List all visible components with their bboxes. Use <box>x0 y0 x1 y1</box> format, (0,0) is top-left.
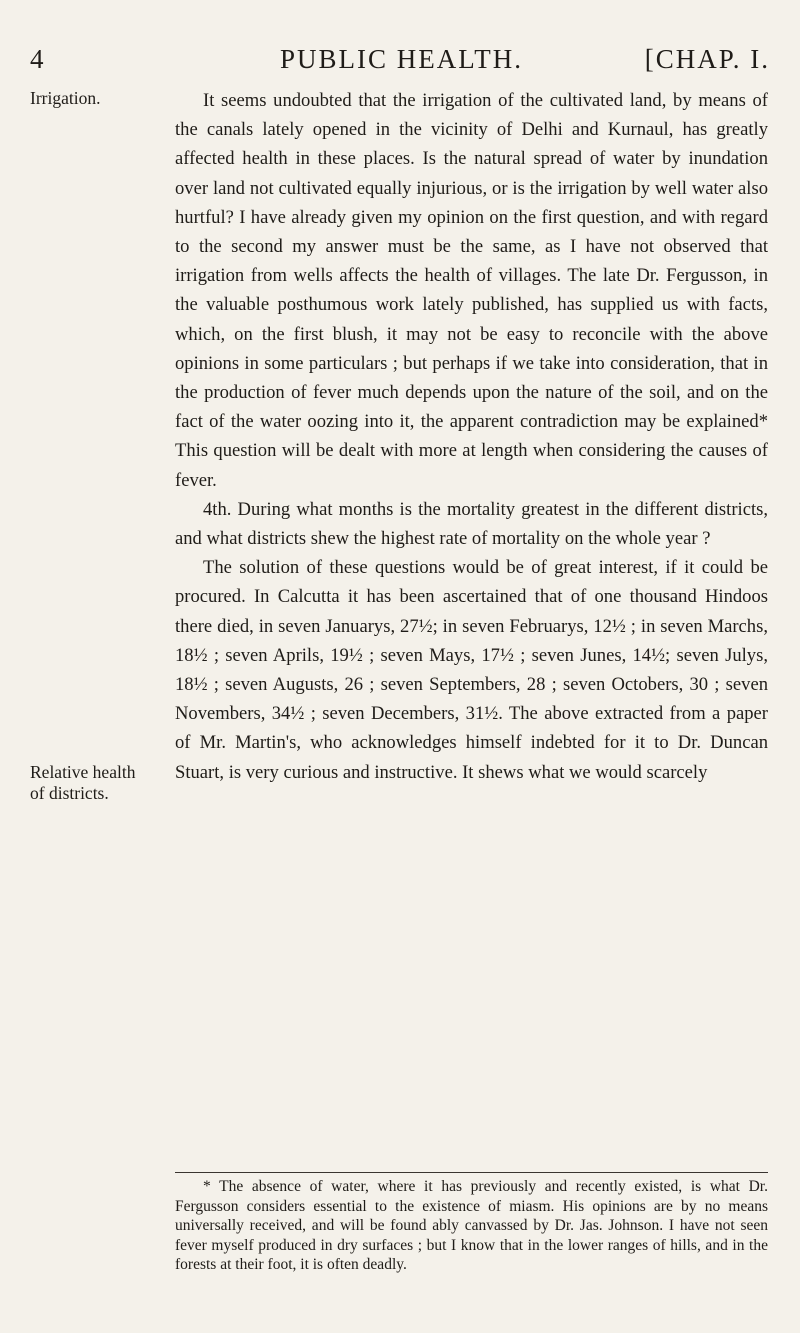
running-header <box>30 44 770 84</box>
footnote-rule <box>175 1172 768 1173</box>
margin-note-line: of districts. <box>30 783 109 803</box>
body-text <box>175 86 768 787</box>
footnote <box>175 1177 768 1275</box>
running-title: PUBLIC HEALTH. <box>280 44 524 74</box>
margin-note-line: Relative health <box>30 762 136 782</box>
chapter-marker: [CHAP. I. <box>644 44 770 74</box>
margin-note-irrigation: Irrigation. <box>30 88 101 108</box>
margin-note-relative-health <box>30 762 180 804</box>
paragraph-mortality: The solution of these questions would be of great interest, if it could be procured. In Calcutta it has been ascertained that of one thousand Hindoos there died, in seven Januarys, 27½; in seven Februarys, 12½ ; in seven Marchs, 18½ ; seven Aprils, 19½ ; seven Mays, 17½ ; seven Junes, 14½; seven Julys, 18½ ; seven Augusts, 26 ; seven Septembers, 28 ; seven Octobers, 30 ; seven Novembers, 34½ ; seven Decembers, 31½. The above extracted from a paper of Mr. Martin's, who acknowledges himself indebted for it to Dr. Duncan Stuart, is very curious and instructive. It shews what we would scarcely <box>175 557 768 783</box>
page-number: 4 <box>30 44 45 74</box>
paragraph-question-4: 4th. During what months is the mortality greatest in the different districts, and what districts shew the highest rate of mortality on the whole year ? <box>175 498 768 550</box>
footnote-text: * The absence of water, where it has previously and recently existed, is what Dr. Fergusson considers essential to the existence of miasm. His opinions are by no means universally received, and will be found ably canvassed by Dr. Jas. Johnson. I have not seen fever myself produced in dry surfaces ; but I know that in the lower ranges of hills, and in the forests at their foot, it is often deadly. <box>175 1178 768 1274</box>
paragraph-irrigation: It seems undoubted that the irrigation of the cultivated land, by means of the canals lately opened in the vicinity of Delhi and Kurnaul, has greatly affected health in these places. Is the natural spread of water by inundation over land not cultivated equally injurious, or is the irrigation by well water also hurtful? I have already given my opinion on the first question, and with regard to the second my answer must be the same, as I have not observed that irrigation from wells affects the health of villages. The late Dr. Fergusson, in the valuable posthumous work lately published, has supplied us with facts, which, on the first blush, it may not be easy to reconcile with the above opinions in some particulars ; but perhaps if we take into consideration, that in the production of fever much depends upon the nature of the soil, and on the fact of the water oozing into it, the apparent contradiction may be explained* This question will be dealt with more at length when considering the causes of fever. <box>175 90 768 491</box>
